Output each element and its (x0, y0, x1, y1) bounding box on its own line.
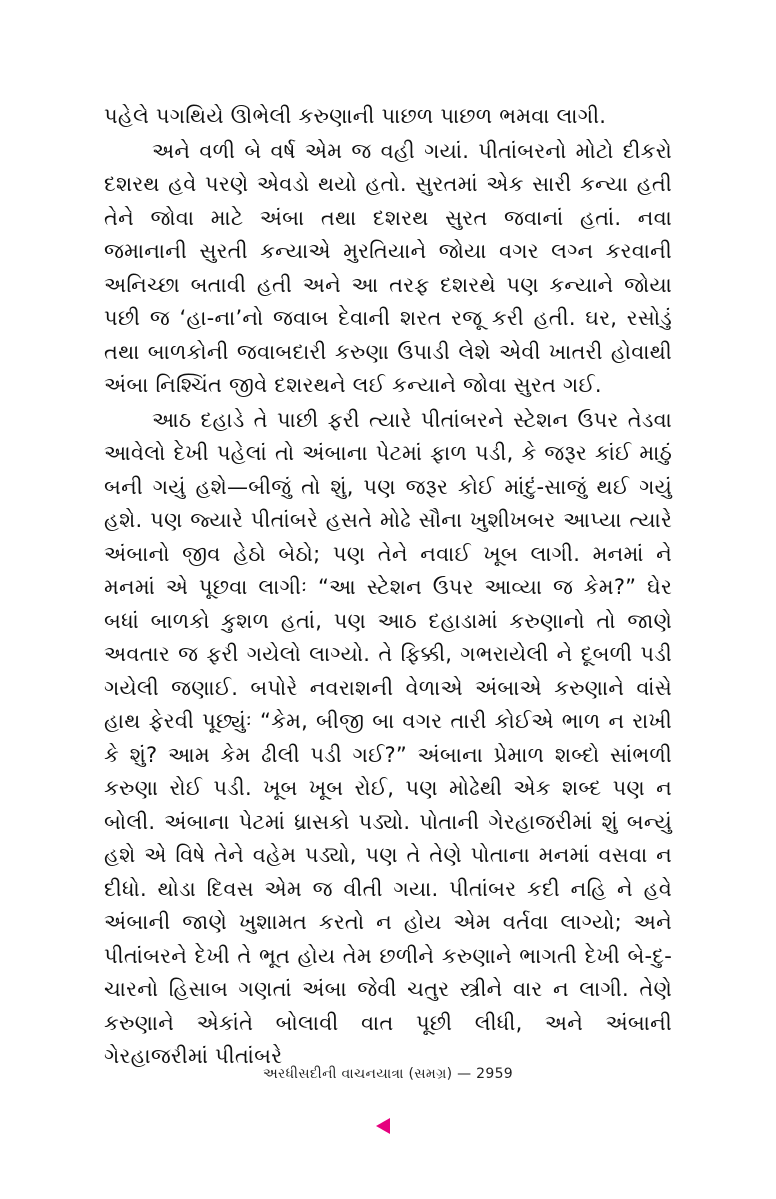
previous-page-arrow-icon[interactable] (376, 1118, 390, 1134)
paragraph-departure: અને વળી બે વર્ષ એમ જ વહી ગયાં. પીતાંબરનો મોટો દીકરો દશરથ હવે પરણે એવડો થયો હતો. સુરતમાં એક સારી કન્યા હતી તેને જોવા માટે અંબા તથા દશરથ સુરત જવાનાં હતાં. નવા જમાનાની સુરતી કન્યાએ મુરતિયાને જોયા વગર લગ્ન કરવાની અનિચ્છા બતાવી હતી અને આ તરફ દશરથે પણ કન્યાને જોયા પછી જ ‘હા-ના’નો જવાબ દેવાની શરત રજૂ કરી હતી. ઘર, રસોડું તથા બાળકોની જવાબદારી કરુણા ઉપાડી લેશે એવી ખાતરી હોવાથી અંબા નિશ્ચિંત જીવે દશરથને લઈ કન્યાને જોવા સુરત ગઈ. (104, 138, 672, 397)
paragraph-return: આઠ દહાડે તે પાછી ફરી ત્યારે પીતાંબરને સ્ટેશન ઉપર તેડવા આવેલો દેખી પહેલાં તો અંબાના પેટમાં ફાળ પડી, કે જરૂર કાંઈ માઠું બની ગયું હશે—બીજું તો શું, પણ જરૂર કોઈ માંદું-સાજું થઈ ગયું હશે. પણ જ્યારે પીતાંબરે હસતે મોઢે સૌના ખુશીખબર આપ્યા ત્યારે અંબાનો જીવ હેઠો બેઠો; પણ તેને નવાઈ ખૂબ લાગી. મનમાં ને મનમાં એ પૂછવા લાગીઃ “આ સ્ટેશન ઉપર આવ્યા જ કેમ?” ઘેર બધાં બાળકો કુશળ હતાં, પણ આઠ દહાડામાં કરુણાનો તો જાણે અવતાર જ ફરી ગયેલો લાગ્યો. તે ફિક્કી, ગભરાયેલી ને દૂબળી પડી ગયેલી જણાઈ. બપોરે નવરાશની વેળાએ અંબાએ કરુણાને વાંસે હાથ ફેરવી પૂછ્યુંઃ “કેમ, બીજી બા વગર તારી કોઈએ ભાળ ન રાખી કે શું? આમ કેમ ઢીલી પડી ગઈ?” અંબાના પ્રેમાળ શબ્દો સાંભળી કરુણા રોઈ પડી. ખૂબ ખૂબ રોઈ, પણ મોઢેથી એક શબ્દ પણ ન બોલી. અંબાના પેટમાં ધ્રાસકો પડ્યો. પોતાની ગેરહાજરીમાં શું બન્યું હશે એ વિષે તેને વહેમ પડ્યો, પણ તે તેણે પોતાના મનમાં વસવા ન દીધો. થોડા દિવસ એમ જ વીતી ગયા. પીતાંબર કદી નહિ ને હવે અંબાની જાણે ખુશામત કરતો ન હોય એમ વર્તવા લાગ્યો; અને પીતાંબરને દેખી તે ભૂત હોય તેમ છળીને કરુણાને ભાગતી દેખી બે-દુ-ચારનો હિસાબ ગણતાં અંબા જેવી ચતુર સ્ત્રીને વાર ન લાગી. તેણે કરુણાને એકાંતે બોલાવી વાત પૂછી લીધી, અને અંબાની ગેરહાજરીમાં પીતાંબરે (104, 407, 672, 1068)
page-footer: અરધીસદીની વાચનયાત્રા (સમગ્ર) — 2959 (262, 1066, 514, 1082)
paragraph-continuation: પહેલે પગથિયે ઊભેલી કરુણાની પાછળ પાછળ ભમવા લાગી. (104, 104, 607, 128)
body-text (104, 100, 672, 1074)
